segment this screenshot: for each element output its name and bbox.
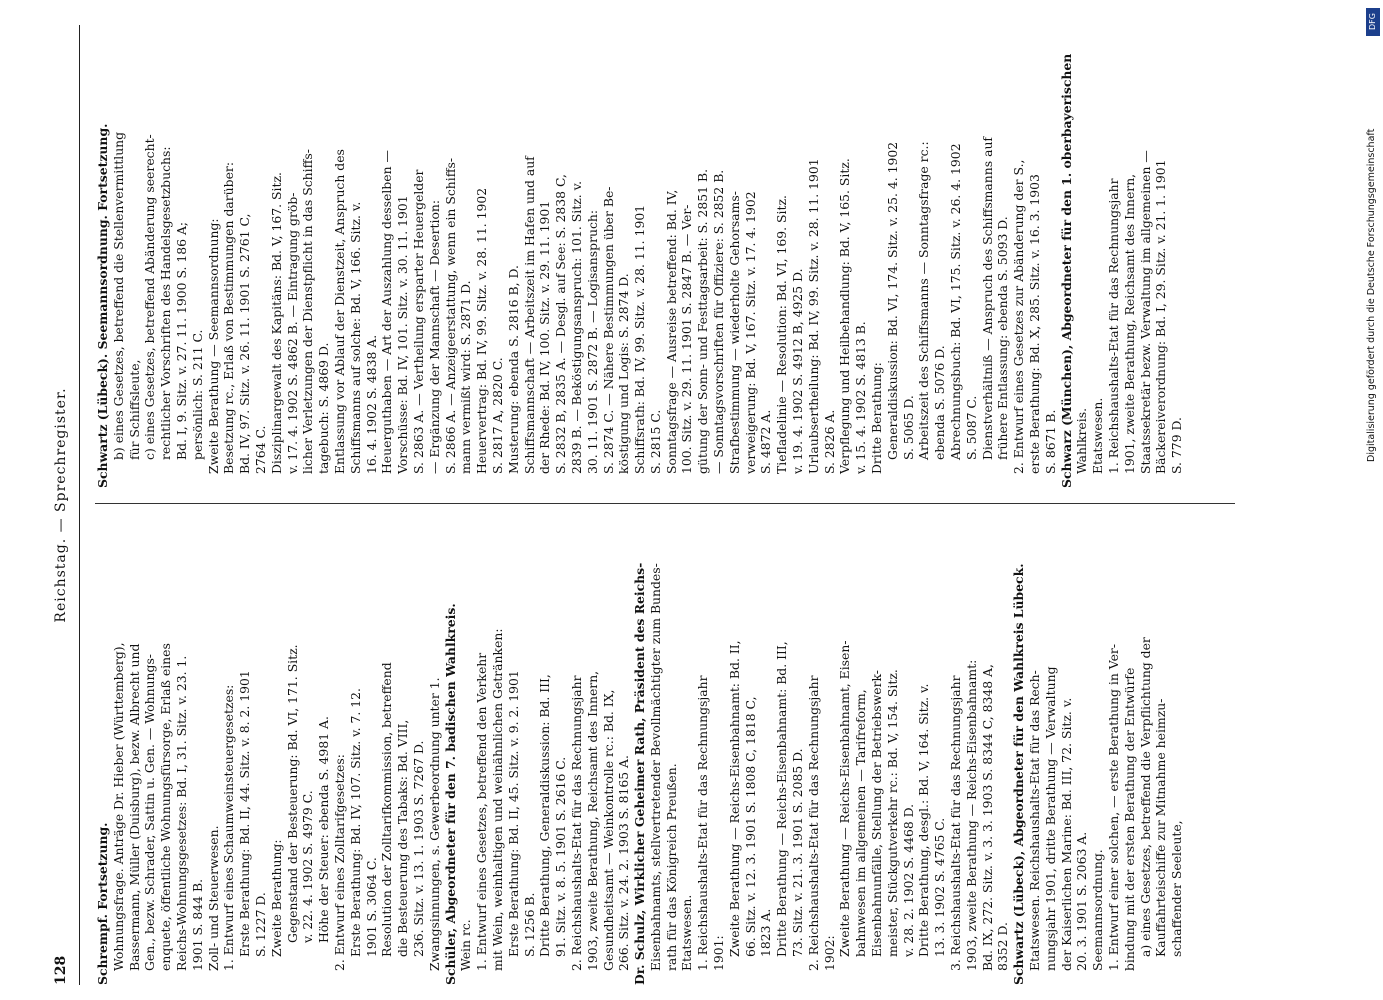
right-column-line: Arbeitszeit des Schiffsmanns — Sonntagsfrage rc.: <box>916 141 932 460</box>
right-column-line: Schiffsmannschaft — Arbeitszeit im Hafen und auf <box>521 156 537 474</box>
right-column-line: Schiffsrath: Bd. IV, 99. Sitz. v. 28. 11. 1901 <box>632 204 648 474</box>
left-column-line: v. 22. 4. 1902 S. 4979 C. <box>300 790 316 943</box>
left-column-line: Zwangsinnungen, s. Gewerbeordnung unter 1. <box>426 677 442 971</box>
right-column-line: Zweite Berathung — Seemannsordnung: <box>205 218 221 474</box>
left-column-line: bahnwesen im allgemeinen — Tarifreform, <box>853 689 869 957</box>
right-column-line: für Schiffsleute, <box>126 359 142 460</box>
header-rule <box>79 25 80 985</box>
left-column-line: Bassermann, Müller (Duisburg), bezw. Albrecht und <box>126 643 142 971</box>
right-column-line: Strafbestimmung — wiederholte Gehorsams- <box>726 191 742 474</box>
left-column-line: Wein rc. <box>458 919 474 971</box>
right-column-line: b) eines Gesetzes, betreffend die Stellenvermittlung <box>110 131 126 460</box>
left-column-line: 2. Reichshaushalts-Etat für das Rechnungsjahr <box>805 675 821 971</box>
left-column-line: a) eines Gesetzes, betreffend die Verpflichtung der <box>1137 637 1153 957</box>
left-column-line: Kauffahrteischiffe zur Mitnahme heimzu- <box>1153 698 1169 957</box>
right-column-line: S. 2826 A. <box>821 409 837 474</box>
left-column-line: Eisenbahnamts, stellvertretender Bevollmächtigter zum Bundes- <box>647 563 663 971</box>
right-column-line: Abrechnungsbuch: Bd. VI, 175. Sitz. v. 26. 4. 1902 <box>948 143 964 460</box>
right-column-line: mann vermißt wird: S. 2871 D. <box>458 280 474 474</box>
left-column-line: Dritte Berathung — Reichs-Eisenbahnamt: Bd. III, <box>774 641 790 957</box>
right-column-line: S. 8671 B. <box>1042 409 1058 474</box>
right-column-line: der Rhede: Bd. IV, 100. Sitz. v. 29. 11. 1901 <box>537 200 553 474</box>
left-column-line: 1. Entwurf eines Gesetzes, betreffend den Verkehr <box>474 652 490 971</box>
left-column-line: Dritte Berathung, desgl.: Bd. V, 164. Sitz. v. <box>916 683 932 957</box>
left-column-line: meister, Stückgutverkehr rc.: Bd. V, 154. Sitz. <box>884 669 900 957</box>
right-column <box>95 25 1235 488</box>
left-column-line: Eisenbahnunfälle, Stellung der Betriebswerk- <box>869 670 885 957</box>
left-column-line: Reichs-Wohnungsgesetzes: Bd. I, 31. Sitz. v. 23. 1. <box>173 655 189 971</box>
left-column-line: Zweite Berathung — Reichs-Eisenbahnamt: Bd. II, <box>726 640 742 957</box>
left-column-line: Zweite Berathung — Reichs-Eisenbahnamt, Eisen- <box>837 640 853 957</box>
right-column-line: S. 4872 A. <box>758 409 774 474</box>
left-column-line: 266. Sitz. v. 24. 2. 1903 S. 8165 A. <box>616 755 632 971</box>
left-column-line: Gesundheitsamt — Weinkontrolle rc.: Bd. IX, <box>600 689 616 971</box>
right-column-line: Vorschüsse: Bd. IV, 101. Sitz. v. 30. 11. 1901 <box>395 195 411 474</box>
right-column-line: S. 5065 D. <box>900 395 916 460</box>
left-column-line: 1903, zweite Berathung — Reichs-Eisenbahnamt: <box>963 659 979 971</box>
right-column-line: S. 2863 A. — Vertheilung ersparter Heuergelder <box>410 169 426 474</box>
right-column-line: tagebuch: S. 4869 D. <box>316 342 332 474</box>
right-column-line: Bd. IV, 97. Sitz. v. 26. 11. 1901 S. 2761 C, <box>237 213 253 474</box>
left-column-line: die Besteuerung des Tabaks: Bd. VIII, <box>395 719 411 957</box>
right-column-line: Entlassung vor Ablauf der Dienstzeit, Anspruch des <box>331 149 347 474</box>
left-column-line: Wohnungsfrage. Anträge Dr. Hieber (Württemberg), <box>110 642 126 971</box>
left-column-line: bindung mit der ersten Berathung der Entwürfe <box>1121 667 1137 971</box>
right-column-line: gütung der Sonn- und Festtagsarbeit: S. 2851 B. <box>695 168 711 474</box>
left-column-line: 1903, zweite Berathung, Reichsamt des Innern, <box>584 670 600 971</box>
left-column-line: rath für das Königreich Preußen. <box>663 763 679 971</box>
right-column-line: 1901, zweite Berathung, Reichsamt des Innern, <box>1121 173 1137 474</box>
left-column-line: 1902: <box>821 935 837 971</box>
left-column-line: 13. 3. 1902 S. 4765 C. <box>932 817 948 957</box>
left-column-line: Gen., bezw. Schrader, Sattin u. Gen. — Wohnungs- <box>142 654 158 971</box>
right-column-line: S. 779 D. <box>1169 417 1185 474</box>
right-column-line: Verpflegung und Heilbehandlung: Bd. V, 165. Sitz. <box>837 158 853 474</box>
right-column-line: S. 2874 C. — Nähere Bestimmungen über Be- <box>600 186 616 474</box>
right-column-line: 2839 B. — Beköstigungsanspruch: 101. Sitz. v. <box>568 180 584 474</box>
right-column-line: Heuerguthaben — Art der Auszahlung desselben — <box>379 150 395 474</box>
left-column-line: v. 28. 2. 1902 S. 4468 D. <box>900 803 916 957</box>
right-column-line: 100. Sitz. v. 29. 11. 1901 S. 2847 B. — Ver- <box>679 204 695 474</box>
right-column-line: S. 2817 A, 2820 C. <box>489 357 505 474</box>
right-column-line: — Sonntagsvorschriften für Offiziere: S. 2852 B. <box>711 169 727 474</box>
right-column-line: persönlich: S. 211 C. <box>189 329 205 460</box>
left-column-line: Bd. IX, 272. Sitz. v. 3. 3. 1903 S. 8344 C, 8348 A, <box>979 664 995 971</box>
left-column-line: Erste Berathung: Bd. II, 45. Sitz. v. 9. 2. 1901 <box>505 670 521 957</box>
left-column-line: 236. Sitz. v. 13. 1. 1903 S. 7267 D. <box>410 740 426 957</box>
left-column-line: Zweite Berathung: <box>268 839 284 957</box>
left-column-line: 1901 S. 844 B. <box>189 878 205 971</box>
left-column-line: Schwartz (Lübeck), Abgeordneter für den Wahlkreis Lübeck. <box>1011 563 1027 985</box>
left-column <box>95 522 1235 985</box>
right-column-line: 30. 11. 1901 S. 2872 B. — Logisanspruch: <box>584 209 600 474</box>
right-column-line: frühere Entlassung: ebenda S. 5093 D. <box>995 216 1011 460</box>
left-column-line: der Kaiserlichen Marine: Bd. III, 72. Sitz. v. <box>1058 697 1074 971</box>
right-column-line: Wahlkreis. <box>1074 407 1090 474</box>
left-column-line: Etatswesen. Reichshaushalts-Etat für das Rech- <box>1027 670 1043 971</box>
page-title: Reichstag. — Sprechregister. <box>53 387 69 623</box>
left-column-line: Erste Berathung: Bd. IV, 107. Sitz. v. 7. 12. <box>347 688 363 957</box>
left-column-line: Erste Berathung: Bd. II, 44. Sitz. v. 8. 2. 1901 <box>237 670 253 957</box>
left-column-line: Schüler, Abgeordneter für den 7. badischen Wahlkreis. <box>442 603 458 985</box>
left-column-line: 1901 S. 3064 C. <box>363 857 379 957</box>
left-column-line: 73. Sitz. v. 21. 3. 1901 S. 2085 D. <box>790 748 806 957</box>
right-column-line: Etatswesen. <box>1090 397 1106 474</box>
left-column-line: 3. Reichshaushalts-Etat für das Rechnungsjahr <box>948 675 964 971</box>
right-column-line: Schiffsmanns auf solche: Bd. V, 166. Sitz. v. <box>347 201 363 474</box>
dfg-logo: DFG <box>1366 8 1380 36</box>
left-column-line: 1. Reichshaushalts-Etat für das Rechnungsjahr <box>695 675 711 971</box>
right-column-line: 1. Reichshaushalts-Etat für das Rechnungsjahr <box>1106 178 1121 474</box>
right-column-line: — Ergänzung der Mannschaft — Desertion: <box>426 199 442 474</box>
left-column-line: S. 1256 B. <box>521 892 537 957</box>
right-column-line: verweigerung: Bd. V, 167. Sitz. v. 17. 4. 1902 <box>742 191 758 474</box>
left-column-line: 1. Entwurf eines Schaumweinsteuergesetzes: <box>221 684 237 971</box>
right-column-line: v. 17. 4. 1902 S. 4862 B. — Eintragung gröb- <box>284 192 300 474</box>
left-column-line: enquete, öffentliche Wohnungsfürsorge, Erlaß eines <box>158 643 174 971</box>
right-column-line: Generaldiskussion: Bd. VI, 174. Sitz. v. 25. 4. 1902 <box>884 141 900 460</box>
left-column-line: 2. Entwurf eines Zolltarifgesetzes: <box>331 754 347 971</box>
left-column-line: Seemannsordnung. <box>1090 849 1106 971</box>
right-column-line: Dritte Berathung: <box>869 362 885 474</box>
right-column-line: Schwartz (Lübeck). Seemannsordnung. Fortsetzung. <box>95 123 110 488</box>
page-header <box>45 25 85 985</box>
right-column-line: c) eines Gesetzes, betreffend Abänderung seerecht- <box>142 134 158 460</box>
left-column-line: schaffender Seeleute, <box>1169 820 1185 957</box>
left-column-line: nungsjahr 1901, dritte Berathung — Verwaltung <box>1042 666 1058 971</box>
right-column-line: Dienstverhältniß — Anspruch des Schiffsmanns auf <box>979 136 995 460</box>
right-column-line: Tiefladelinie — Resolution: Bd. VI, 169. Sitz. <box>774 195 790 474</box>
left-column-line: S. 1227 D. <box>252 892 268 957</box>
right-column-line: Urlaubsertheilung: Bd. IV, 99. Sitz. v. 28. 11. 1901 <box>805 158 821 474</box>
left-column-line: 1823 A. <box>758 908 774 957</box>
right-column-line: Disziplinargewalt des Kapitäns: Bd. V, 167. Sitz. <box>268 172 284 474</box>
right-column-line: erste Berathung: Bd. X, 285. Sitz. v. 16. 3. 1903 <box>1027 174 1043 474</box>
right-column-line: köstigung und Logis: S. 2874 D. <box>616 273 632 474</box>
right-column-line: Sonntagsfrage — Ausreise betreffend: Bd. IV, <box>663 189 679 474</box>
right-column-line: v. 19. 4. 1902 S. 4912 B, 4925 D. <box>790 268 806 474</box>
left-column-line: Zoll- und Steuerwesen. <box>205 825 221 971</box>
left-column-line: Resolution der Zolltarifkommission, betreffend <box>379 662 395 957</box>
right-column-line: Schwarz (München), Abgeordneter für den 1. oberbayerischen <box>1058 53 1074 488</box>
right-column-line: ebenda S. 5076 D. <box>932 345 948 460</box>
right-column-line: S. 2815 C. <box>647 409 663 474</box>
left-column-line: Dr. Schulz, Wirklicher Geheimer Rath, Präsident des Reichs- <box>632 562 648 985</box>
page-number: 128 <box>53 955 69 985</box>
dfg-credit: Digitalisierung gefördert durch die Deutsche Forschungsgemeinschaft <box>1366 128 1377 462</box>
left-column-line: 2. Reichshaushalts-Etat für das Rechnungsjahr <box>568 675 584 971</box>
left-column-line: 91. Sitz. v. 8. 5. 1901 S. 2616 C. <box>553 756 569 957</box>
left-column-line: Gegenstand der Besteuerung: Bd. VI, 171. Sitz. <box>284 644 300 943</box>
left-column-line: Höhe der Steuer: ebenda S. 4981 A. <box>316 716 332 943</box>
right-column-line: 16. 4. 1902 S. 4838 A. <box>363 334 379 474</box>
left-column-line: 20. 3. 1901 S. 2063 A. <box>1074 831 1090 971</box>
right-column-line: Staatssekretär bezw. Verwaltung im allgemeinen — <box>1137 150 1153 474</box>
right-column-line: S. 2832 B, 2835 A. — Desgl. auf See: S. 2838 C, <box>553 174 569 474</box>
right-column-line: 2764 C. <box>252 425 268 474</box>
right-column-line: S. 2866 A. — Anzeigeerstattung, wenn ein Schiffs- <box>442 157 458 474</box>
left-column-line: Dritte Berathung, Generaldiskussion: Bd. III, <box>537 674 553 957</box>
right-column-line: rechtlicher Vorschriften des Handelsgesetzbuchs: <box>158 146 174 460</box>
left-column-line: Etatswesen. <box>679 894 695 971</box>
left-column-line: 1. Entwurf einer solchen, — erste Berathung in Ver- <box>1106 643 1121 971</box>
column-divider <box>95 503 1235 504</box>
left-column-line: mit Wein, weinhaltigen und weinähnlichen Getränken: <box>489 628 505 971</box>
right-column-line: Bd. I, 9. Sitz. v. 27. 11. 1900 S. 186 A; <box>173 221 189 460</box>
right-column-line: v. 15. 4. 1902 S. 4813 B. <box>853 321 869 474</box>
left-column-line: 8352 D. <box>995 922 1011 971</box>
right-column-line: Besetzung rc., Erlaß von Bestimmungen darüber: <box>221 161 237 474</box>
right-column-line: Heuervertrag: Bd. IV, 99. Sitz. v. 28. 11. 1902 <box>474 187 490 474</box>
left-column-line: Schrempf. Fortsetzung. <box>95 822 110 985</box>
left-column-line: 66. Sitz. v. 12. 3. 1901 S. 1808 C, 1818 C, <box>742 696 758 957</box>
right-column-line: S. 5087 C. <box>963 395 979 460</box>
right-column-line: licher Verletzungen der Dienstpflicht in das Schiffs- <box>300 149 316 474</box>
right-column-line: Musterung: ebenda S. 2816 B, D. <box>505 265 521 474</box>
scanned-page <box>45 25 1360 985</box>
left-column-line: 1901: <box>711 935 727 971</box>
right-column-line: Bäckereiverordnung: Bd. I, 29. Sitz. v. 21. 1. 1901 <box>1153 159 1169 474</box>
right-column-line: 2. Entwurf eines Gesetzes zur Abänderung der S., <box>1011 159 1027 474</box>
